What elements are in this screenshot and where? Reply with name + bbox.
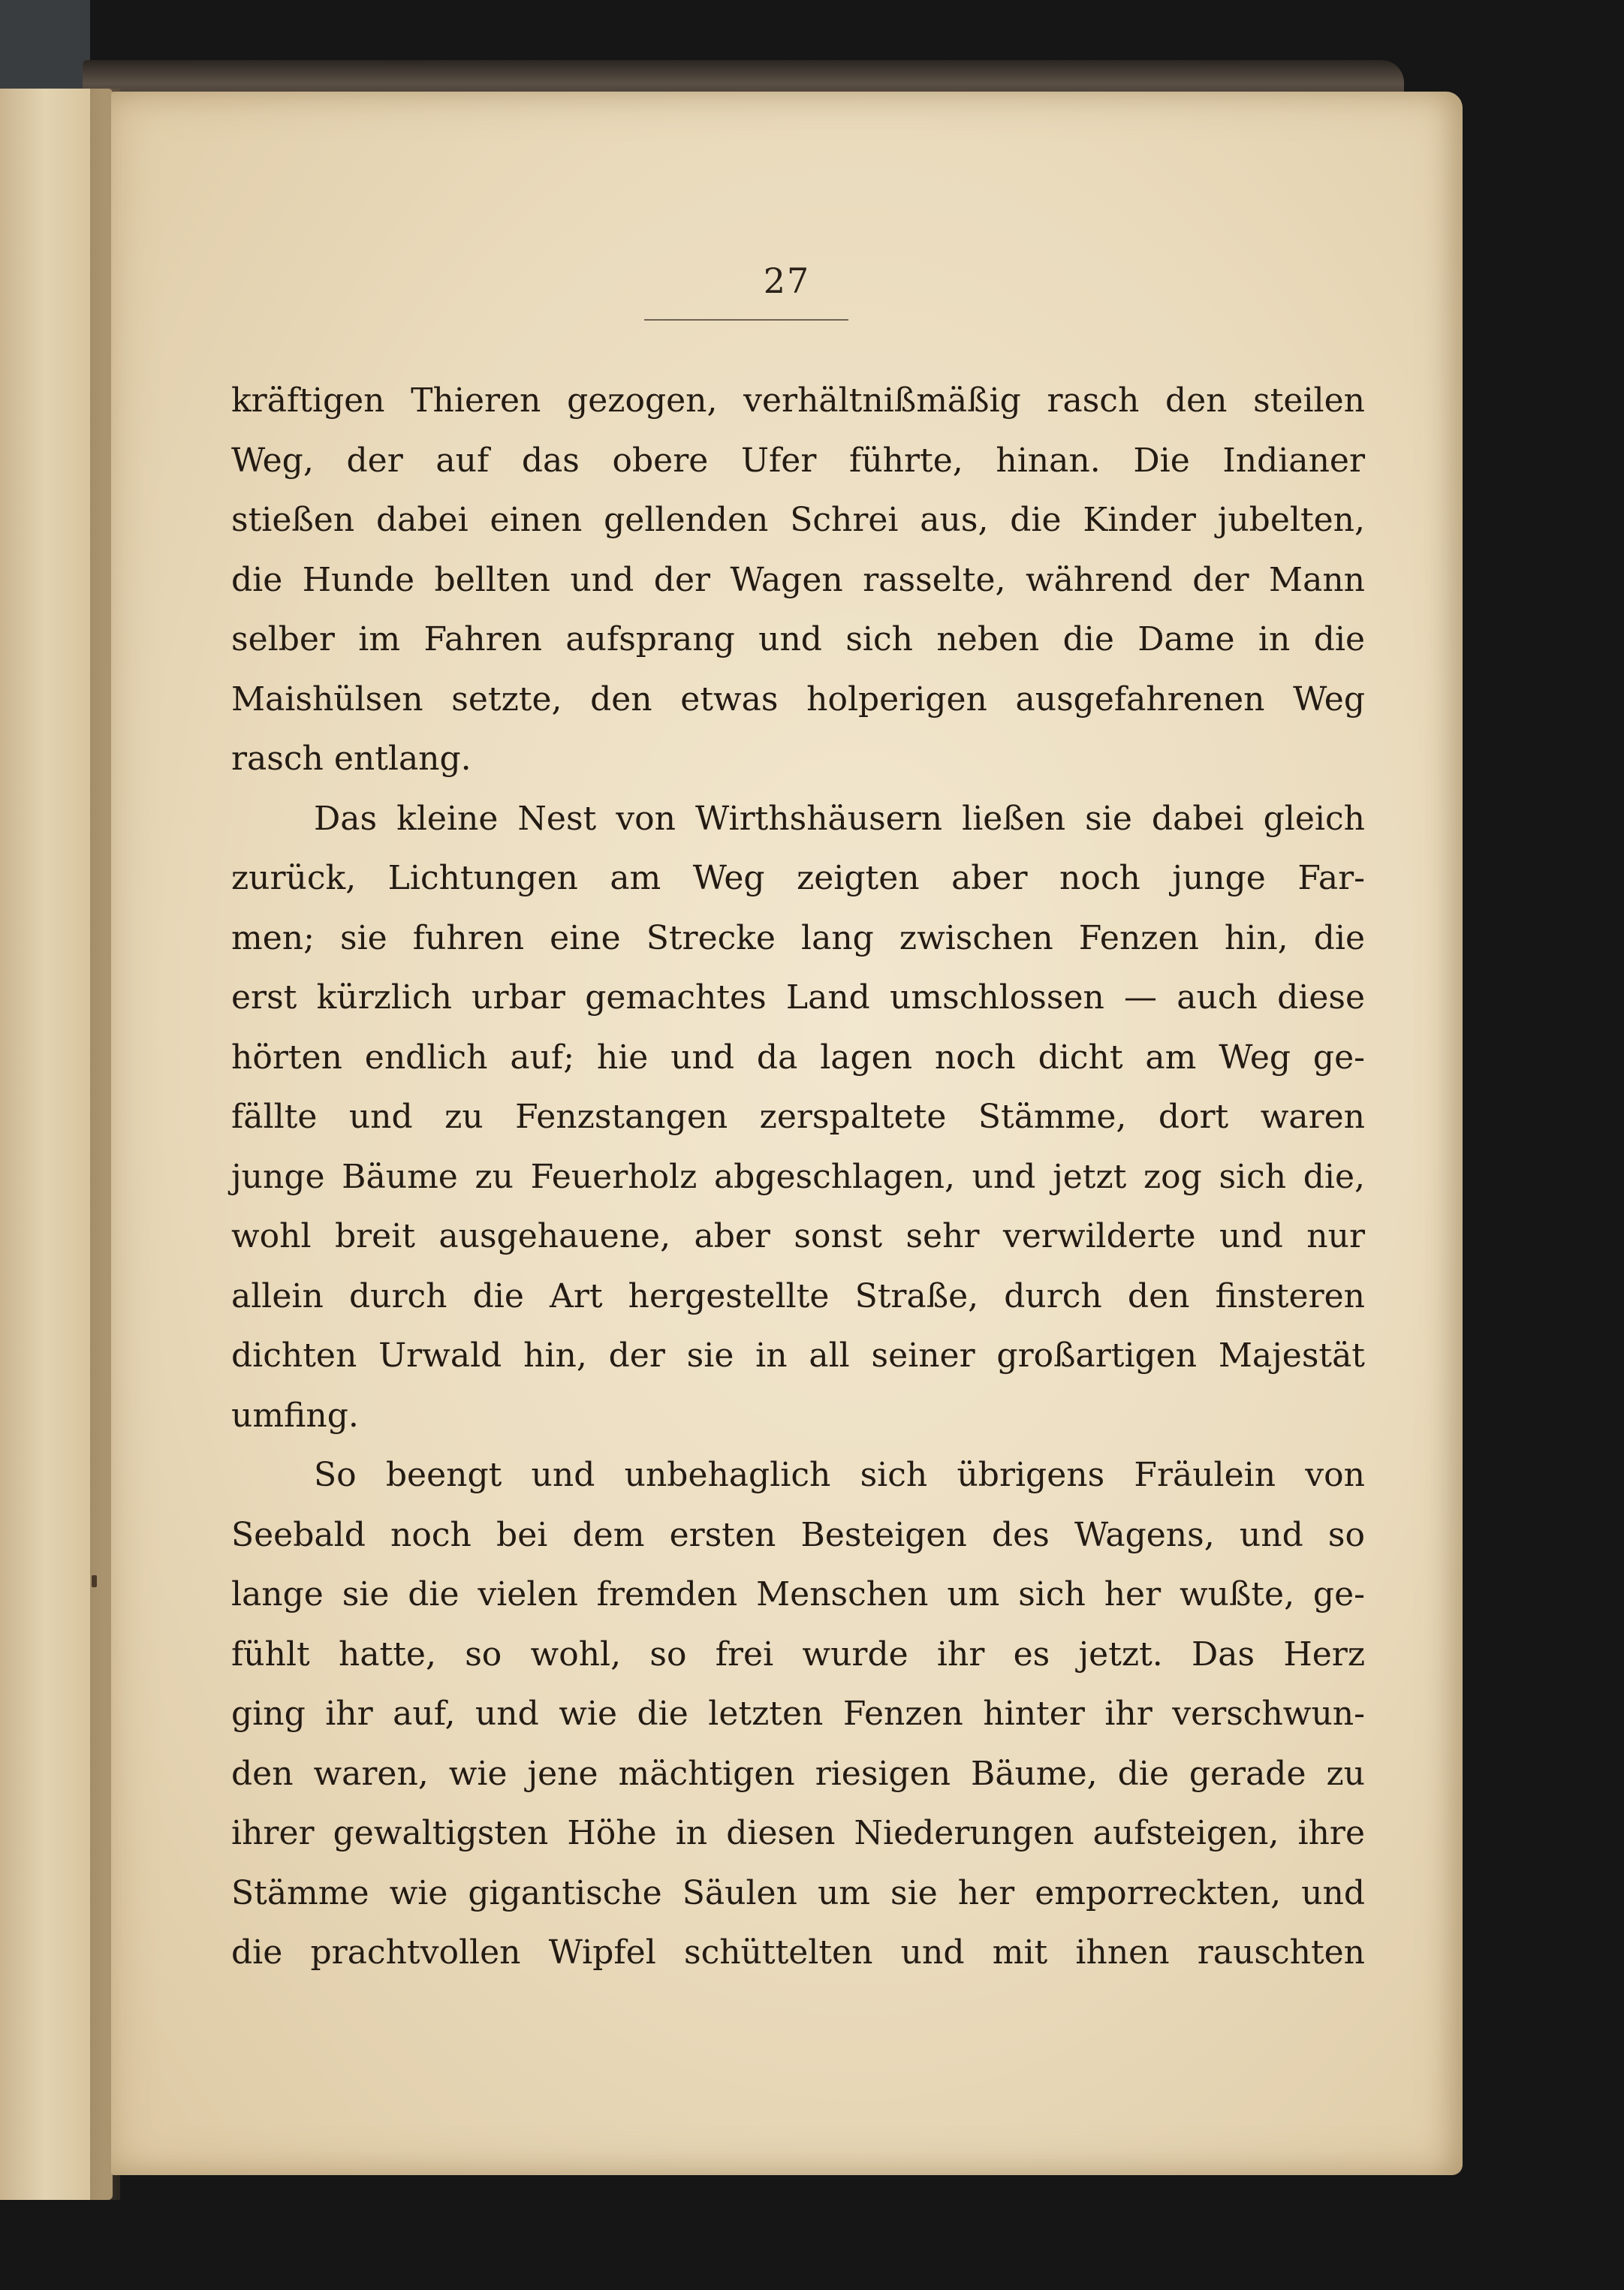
page-number: 27 — [763, 261, 811, 301]
body-text — [231, 371, 1365, 1983]
text-line: umfing. — [231, 1396, 359, 1435]
text-line: die Hunde bellten und der Wagen rasselte, während der Mann — [231, 560, 1365, 599]
text-line: den waren, wie jene mächtigen riesigen Bäume, die gerade zu — [231, 1754, 1365, 1793]
text-line: rasch entlang. — [231, 740, 472, 778]
text-line: wohl breit ausgehauene, aber sonst sehr verwilderte und nur — [231, 1217, 1365, 1255]
header-rule — [644, 319, 848, 321]
text-line: Maishülsen setzte, den etwas holperigen ausgefahrenen Weg — [231, 679, 1365, 719]
text-line: junge Bäume zu Feuerholz abgeschlagen, und jetzt zog sich die, — [231, 1157, 1365, 1196]
text-line: stießen dabei einen gellenden Schrei aus, die Kinder jubelten, — [231, 501, 1365, 539]
text-line: Stämme wie gigantische Säulen um sie her emporreckten, und — [231, 1873, 1365, 1912]
text-line: hörten endlich auf; hie und da lagen noch dicht am Weg ge- — [231, 1038, 1365, 1077]
text-line: fühlt hatte, so wohl, so frei wurde ihr es jetzt. Das Herz — [231, 1635, 1365, 1674]
text-line: selber im Fahren aufsprang und sich neben die Dame in die — [231, 620, 1365, 658]
margin-mark — [92, 1575, 97, 1587]
text-line: ihrer gewaltigsten Höhe in diesen Niederungen aufsteigen, ihre — [231, 1814, 1365, 1852]
text-line: men; sie fuhren eine Strecke lang zwischen Fenzen hin, die — [231, 918, 1365, 957]
text-line: zurück, Lichtungen am Weg zeigten aber noch junge Far- — [231, 859, 1365, 897]
text-line: Weg, der auf das obere Ufer führte, hinan. Die Indianer — [231, 441, 1365, 480]
text-line: die prachtvollen Wipfel schüttelten und mit ihnen rauschten — [231, 1933, 1365, 1972]
book-page — [111, 92, 1463, 2175]
text-line: kräftigen Thieren gezogen, verhältnißmäßig rasch den steilen — [231, 381, 1365, 420]
text-line: So beengt und unbehaglich sich übrigens Fräulein von — [314, 1456, 1365, 1494]
text-line: Seebald noch bei dem ersten Besteigen des Wagens, und so — [231, 1515, 1365, 1554]
text-line: Das kleine Nest von Wirthshäusern ließen sie dabei gleich — [314, 799, 1365, 838]
text-line: erst kürzlich urbar gemachtes Land umschlossen — auch diese — [231, 978, 1365, 1017]
text-line: ging ihr auf, und wie die letzten Fenzen hinter ihr verschwun- — [231, 1695, 1365, 1733]
text-line: fällte und zu Fenzstangen zerspaltete Stämme, dort waren — [231, 1098, 1365, 1136]
text-line: lange sie die vielen fremden Menschen um sich her wußte, ge- — [231, 1575, 1365, 1614]
text-line: allein durch die Art hergestellte Straße, durch den finsteren — [231, 1276, 1365, 1315]
book-board — [0, 0, 90, 94]
text-line: dichten Urwald hin, der sie in all seiner großartigen Majestät — [231, 1336, 1365, 1375]
